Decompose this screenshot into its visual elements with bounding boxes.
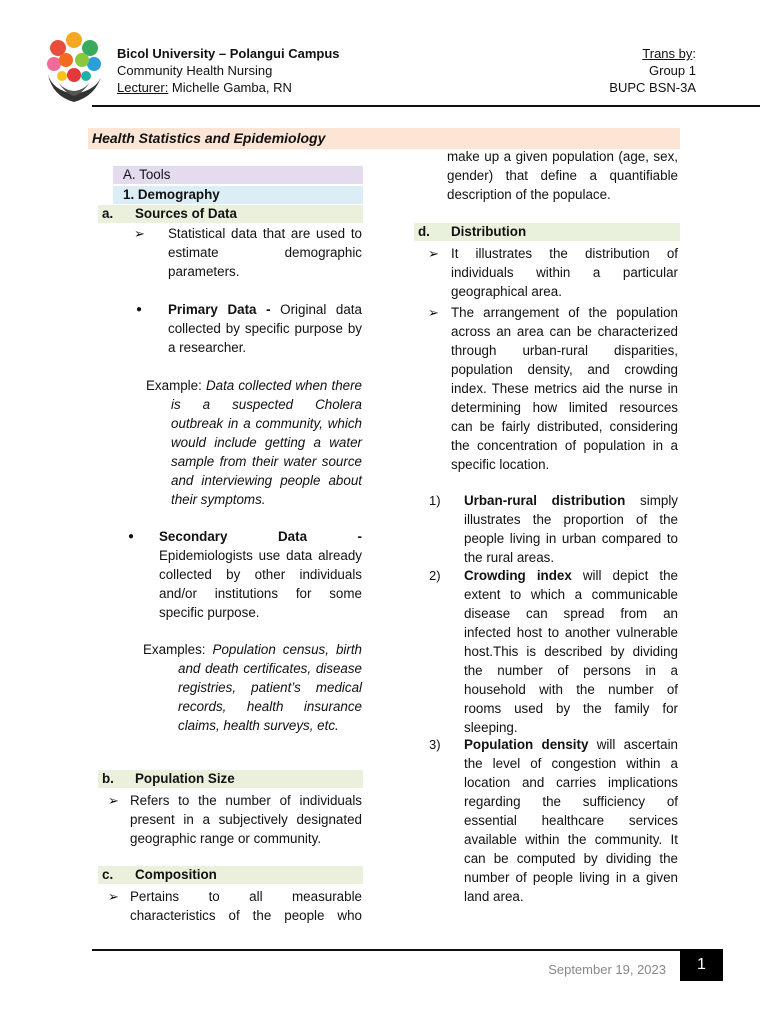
arrow-icon: ➢: [108, 889, 119, 904]
demography-heading: 1. Demography: [113, 186, 363, 204]
primary-data-label: Primary Data -: [168, 302, 281, 317]
distribution-title: Distribution: [451, 224, 527, 239]
popsize-marker: b.: [102, 771, 114, 786]
arrow-icon: ➢: [428, 246, 439, 261]
distribution-text-1: It illustrates the distribution of individuals within a particular geographical area.: [451, 246, 678, 299]
primary-example: [146, 376, 362, 509]
tools-heading: A. Tools: [113, 166, 363, 184]
list-number: 1): [429, 493, 441, 508]
population-density-text: will ascertain the level of congestion within a location and carries implications regarding the sufficiency of essential healthcare services available within the community. It can be computed by dividing the number of people living in a given land area.: [464, 737, 679, 904]
primary-example-text: Data collected when there is a suspected Cholera outbreak in a community, which would include getting a water sample from their water source and interviewing people about their symptoms.: [171, 378, 362, 507]
lecturer-label: Lecturer:: [117, 80, 169, 95]
sources-marker: a.: [102, 206, 114, 221]
list-number: 3): [429, 737, 441, 752]
header-right: [609, 45, 696, 96]
list-item-urban-rural: [464, 491, 678, 567]
distribution-heading: [414, 223, 680, 241]
page-number: 1: [680, 949, 723, 981]
university-name: Bicol University – Polangui Campus: [117, 46, 340, 61]
crowding-index-text: will depict the extent to which a communicable disease can spread from an infected host to another vulnerable host.This is described by dividing the number of persons in a household with the number of rooms used by the family for sleeping.: [464, 568, 678, 735]
page-title: Health Statistics and Epidemiology: [88, 128, 680, 149]
distribution-marker: d.: [418, 224, 430, 239]
urban-rural-term: Urban-rural distribution: [464, 493, 626, 508]
secondary-data-desc: Epidemiologists use data already collected by other individuals and/or institutions for some specific purpose.: [159, 548, 362, 620]
trans-line: [609, 45, 696, 62]
distribution-text-2: The arrangement of the population across an area can be characterized through urban-rural disparities, population density, and crowding index. These metrics aid the nurse in determining how limited resources can be fairly distributed, considering the concentration of population in a specific location.: [451, 305, 678, 472]
primary-data-text: [168, 300, 362, 357]
popsize-text: Refers to the number of individuals present in a subjectively designated geographic range or community.: [130, 793, 362, 846]
university-logo: [44, 30, 106, 110]
list-item-crowding-index: [464, 566, 678, 737]
secondary-data-label: Secondary Data -: [159, 529, 362, 544]
section-name: BUPC BSN-3A: [609, 80, 696, 95]
footer-divider: [92, 949, 680, 951]
lecturer-line: [117, 79, 340, 96]
popsize-heading: [98, 770, 363, 788]
secondary-example: [143, 640, 362, 735]
arrow-icon: ➢: [428, 305, 439, 320]
primary-data-desc: Original data collected by specific purpose by a researcher.: [168, 302, 362, 355]
arrow-icon: ➢: [108, 793, 119, 808]
secondary-data-text: [159, 527, 362, 622]
sources-title: Sources of Data: [135, 206, 237, 221]
bullet-icon: ●: [128, 531, 135, 542]
lecturer-name: Michelle Gamba, RN: [168, 80, 292, 95]
trans-colon: :: [692, 46, 696, 61]
secondary-example-text: Population census, birth and death certificates, disease registries, patient’s medical records, health insurance claims, health surveys, etc.: [178, 642, 362, 733]
sources-heading: [98, 205, 363, 223]
composition-heading: [98, 866, 363, 884]
composition-text: Pertains to all measurable characteristics of the people who: [130, 889, 362, 923]
primary-example-label: Example:: [146, 378, 206, 393]
urban-rural-text: simply illustrates the proportion of the people living in urban compared to the rural areas.: [464, 493, 678, 565]
composition-title: Composition: [135, 867, 217, 882]
bullet-icon: ●: [136, 304, 143, 315]
course-name: Community Health Nursing: [117, 63, 273, 78]
list-number: 2): [429, 568, 441, 583]
footer-date: September 19, 2023: [548, 962, 666, 977]
composition-continued: make up a given population (age, sex, gender) that define a quantifiable description of the populace.: [447, 149, 678, 202]
popsize-title: Population Size: [135, 771, 235, 786]
crowding-index-term: Crowding index: [464, 568, 572, 583]
trans-label: Trans by: [642, 46, 693, 61]
list-item-population-density: [464, 735, 678, 906]
composition-marker: c.: [102, 867, 114, 882]
secondary-example-label: Examples:: [143, 642, 213, 657]
header-divider: [92, 105, 760, 107]
header-left: [117, 45, 340, 96]
population-density-term: Population density: [464, 737, 589, 752]
arrow-icon: ➢: [134, 226, 145, 241]
sources-text: Statistical data that are used to estimate demographic parameters.: [168, 226, 362, 279]
group-name: Group 1: [649, 63, 696, 78]
